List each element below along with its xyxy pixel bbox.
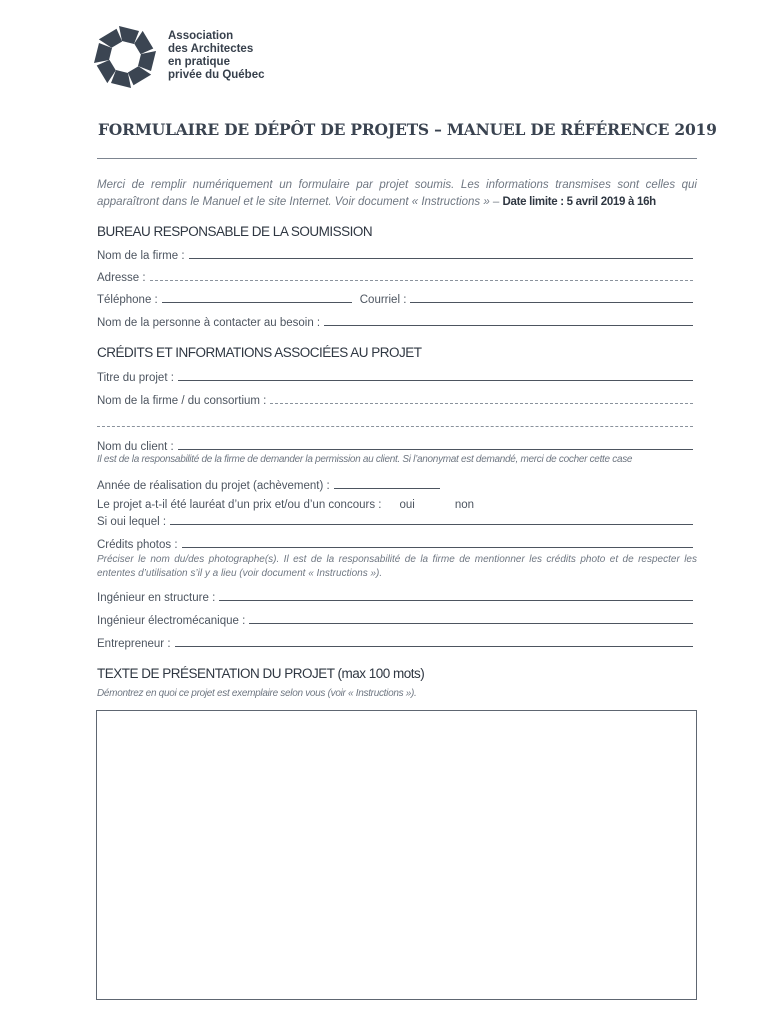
title-divider: [97, 158, 697, 159]
contact-field[interactable]: [97, 313, 693, 329]
courriel-input-line[interactable]: [410, 301, 693, 303]
titre-label: Titre du projet :: [97, 372, 174, 384]
lequel-label: Si oui lequel :: [97, 516, 167, 528]
laureat-row: [97, 495, 693, 511]
firme-consortium-continuation[interactable]: [97, 414, 693, 430]
entrepreneur-label: Entrepreneur :: [97, 638, 171, 650]
firme-consortium-label: Nom de la firme / du consortium :: [97, 395, 267, 407]
intro-text: Merci de remplir numériquement un formulaire par projet soumis. Les informations transmises sont celles qui apparaîtront dans le Manuel et le site Internet. Voir document « Instructions » –: [97, 179, 697, 208]
titre-field[interactable]: [97, 368, 693, 384]
ing-structure-field[interactable]: [97, 588, 693, 604]
firme-label: Nom de la firme :: [97, 250, 185, 262]
firme-input-line[interactable]: [189, 257, 693, 259]
org-line: Association: [168, 30, 234, 42]
camera-aperture-logo-icon: [92, 24, 158, 90]
contact-input-line[interactable]: [324, 324, 693, 326]
lequel-field[interactable]: [97, 512, 693, 528]
ing-electro-field[interactable]: [97, 611, 693, 627]
section-heading-presentation: TEXTE DE PRÉSENTATION DU PROJET (max 100 mots): [97, 666, 425, 681]
laureat-label: Le projet a-t-il été lauréat d’un prix et/ou d’un concours :: [97, 499, 382, 511]
courriel-label: Courriel :: [359, 294, 407, 306]
firme-consortium-input-line[interactable]: [270, 402, 693, 404]
adresse-label: Adresse :: [97, 272, 146, 284]
client-field[interactable]: [97, 437, 693, 453]
contact-label: Nom de la personne à contacter au besoin :: [97, 317, 321, 329]
ing-structure-input-line[interactable]: [219, 599, 693, 601]
section-heading-bureau: BUREAU RESPONSABLE DE LA SOUMISSION: [97, 224, 373, 239]
lequel-input-line[interactable]: [170, 523, 693, 525]
firme-field[interactable]: [97, 246, 693, 262]
client-note: Il est de la responsabilité de la firme de demander la permission au client. Si l’anonymat est demandé, merci de cocher cette case: [97, 454, 633, 465]
firme-consortium-input-line-2[interactable]: [97, 425, 693, 427]
annee-input-line[interactable]: [334, 487, 440, 489]
entrepreneur-input-line[interactable]: [175, 645, 693, 647]
firme-consortium-field[interactable]: [97, 391, 693, 407]
adresse-input-line[interactable]: [150, 279, 693, 281]
presentation-text-area[interactable]: [96, 710, 697, 1000]
org-line: des Architectes: [168, 43, 254, 55]
annee-label: Année de réalisation du projet (achèvement) :: [97, 480, 330, 492]
organization-name: [168, 30, 265, 82]
intro-paragraph: [97, 177, 697, 211]
entrepreneur-field[interactable]: [97, 634, 693, 650]
section-heading-credits: CRÉDITS ET INFORMATIONS ASSOCIÉES AU PROJET: [97, 345, 422, 360]
annee-field[interactable]: [97, 476, 693, 492]
telephone-label: Téléphone :: [97, 294, 158, 306]
ing-structure-label: Ingénieur en structure :: [97, 592, 216, 604]
telephone-courriel-row: [97, 290, 693, 306]
form-title: FORMULAIRE DE DÉPÔT DE PROJETS – MANUEL DE RÉFÉRENCE 2019: [98, 120, 717, 139]
photos-field[interactable]: [97, 535, 693, 551]
photos-input-line[interactable]: [182, 546, 693, 548]
ing-electro-input-line[interactable]: [249, 622, 693, 624]
deadline-text: Date limite : 5 avril 2019 à 16h: [502, 196, 656, 208]
telephone-input-line[interactable]: [162, 301, 352, 303]
photos-note: Préciser le nom du/des photographe(s). Il est de la responsabilité de la firme de mentionner les crédits photo et de respecter les ententes d’utilisation s’il y a lieu (voir document « Instructions »).: [97, 554, 697, 579]
org-line: privée du Québec: [168, 69, 265, 81]
ing-electro-label: Ingénieur électromécanique :: [97, 615, 246, 627]
presentation-subtext: Démontrez en quoi ce projet est exemplaire selon vous (voir « Instructions »).: [97, 688, 417, 699]
oui-option[interactable]: oui: [399, 499, 415, 511]
client-input-line[interactable]: [178, 448, 693, 450]
non-option[interactable]: non: [454, 499, 475, 511]
org-line: en pratique: [168, 56, 230, 68]
client-label: Nom du client :: [97, 441, 174, 453]
titre-input-line[interactable]: [178, 379, 693, 381]
photos-label: Crédits photos :: [97, 539, 178, 551]
adresse-field[interactable]: [97, 268, 693, 284]
